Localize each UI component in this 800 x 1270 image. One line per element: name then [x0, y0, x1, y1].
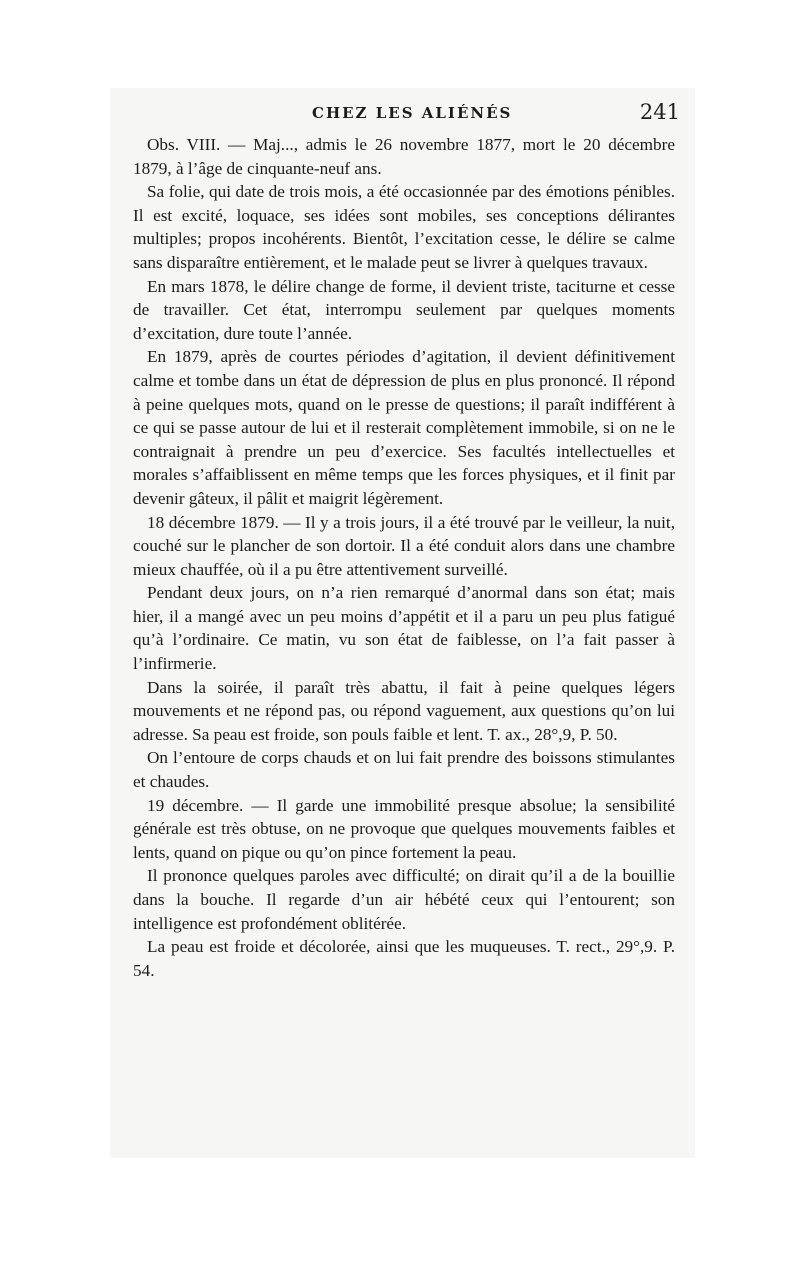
paragraph-two-days: Pendant deux jours, on n’a rien remarqué d’anormal dans son état; mais hier, il a mangé avec un peu moins d’appétit et il a paru un peu plus fatigué qu’à l’ordinaire. Ce matin, vu son état de faiblesse, on l’a fait passer à l’infirmerie. — [133, 583, 675, 674]
paragraph-speech: Il prononce quelques paroles avec difficulté; on dirait qu’il a de la bouillie dans la bouche. Il regarde d’un air hébété ceux qui l’entourent; son intelligence est profondément oblitérée. — [133, 866, 675, 933]
paragraph-18-december: 18 décembre 1879. — Il y a trois jours, il a été trouvé par le veilleur, la nuit, couché sur le plancher de son dortoir. Il a été conduit alors dans une chambre mieux chauffée, où il a pu être attentivement surveillé. — [133, 512, 675, 579]
paragraph-19-december: 19 décembre. — Il garde une immobilité presque absolue; la sensibilité générale est très obtuse, on ne provoque que quelques mouvements faibles et lents, quand on pique ou qu’on pince fortement la peau. — [133, 795, 675, 862]
running-title: CHEZ LES ALIÉNÉS — [312, 104, 513, 122]
paragraph-1879: En 1879, après de courtes périodes d’agitation, il devient définitivement calme et tombe dans un état de dépression de plus en plus prononcé. Il répond à peine quelques mots, quand on le presse de questions; il paraît indifférent à ce qui se passe autour de lui et il resterait complètement immobile, si on ne le contraignait à prendre un peu d’exercice. Ses facultés intellectuelles et morales s’affaiblissent en même temps que les forces physiques, et il finit par devenir gâteux, il pâlit et maigrit légèrement. — [133, 347, 675, 508]
paragraph-evening: Dans la soirée, il paraît très abattu, il fait à peine quelques légers mouvements et ne répond pas, ou répond vaguement, aux questions qu’on lui adresse. Sa peau est froide, son pouls faible et lent. T. ax., 28°,9, P. 50. — [133, 677, 675, 744]
body-text — [133, 133, 675, 982]
paragraph-observation-title: Obs. VIII. — Maj..., admis le 26 novembre 1877, mort le 20 décembre 1879, à l’âge de cinquante-neuf ans. — [133, 135, 675, 178]
paragraph-onset: Sa folie, qui date de trois mois, a été occasionnée par des émotions pénibles. Il est excité, loquace, ses idées sont mobiles, ses conceptions délirantes multiples; propos incohérents. Bientôt, l’excitation cesse, le délire se calme sans disparaître entièrement, et le malade peut se livrer à quelques travaux. — [133, 182, 675, 272]
paragraph-warming: On l’entoure de corps chauds et on lui fait prendre des boissons stimulantes et chaudes. — [133, 748, 675, 792]
paragraph-march-1878: En mars 1878, le délire change de forme, il devient triste, taciturne et cesse de travailler. Cet état, interrompu seulement par quelques moments d’excitation, dure toute l’année. — [133, 276, 675, 343]
paragraph-skin: La peau est froide et décolorée, ainsi que les muqueuses. T. rect., 29°,9. P. 54. — [133, 937, 675, 980]
page-header — [132, 100, 680, 130]
page-number: 241 — [639, 100, 680, 124]
